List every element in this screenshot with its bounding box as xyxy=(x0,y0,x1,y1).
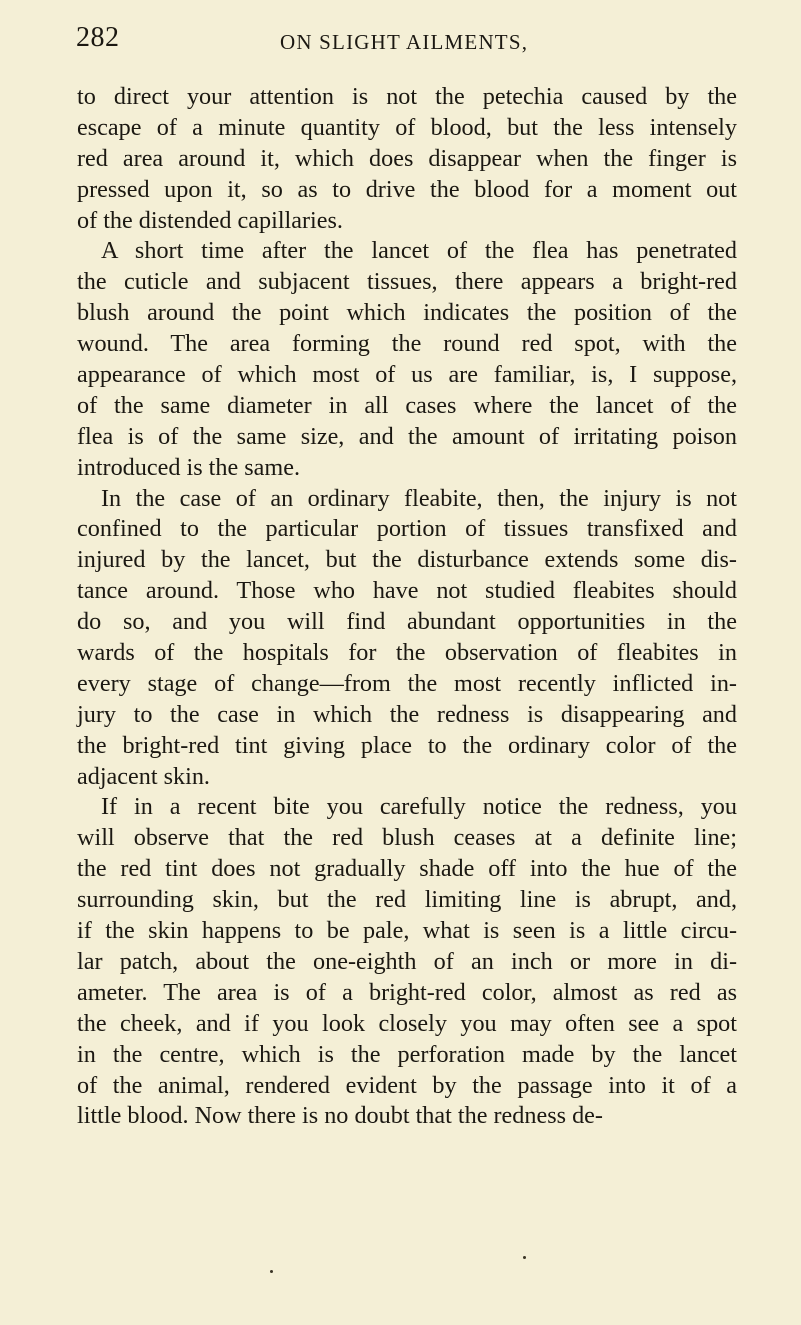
text-line: introduced is the same. xyxy=(77,453,301,481)
text-line: appearance of which most of us are familiar, is, I suppose, xyxy=(77,361,737,389)
text-line: wound. The area forming the round red spot, with the xyxy=(77,330,737,358)
text-line: to direct your attention is not the petechia caused by the xyxy=(77,83,737,110)
text-line: do so, and you will find abundant opportunities in the xyxy=(77,608,737,636)
text-line: in the centre, which is the perforation made by the lancet xyxy=(77,1040,737,1068)
text-line: A short time after the lancet of the flea has penetrated xyxy=(101,237,737,265)
text-line: wards of the hospitals for the observation of fleabites in xyxy=(77,639,737,667)
text-line: red area around it, which does disappear when the finger is xyxy=(77,144,737,172)
text-line: the cuticle and subjacent tissues, there appears a bright-red xyxy=(77,268,737,296)
page-number: 282 xyxy=(76,22,120,53)
text-line: confined to the particular portion of tissues transfixed and xyxy=(77,515,737,543)
body-text xyxy=(77,82,737,1132)
text-line: If in a recent bite you carefully notice the redness, you xyxy=(101,793,737,821)
text-line: blush around the point which indicates the position of the xyxy=(77,299,737,327)
text-line: flea is of the same size, and the amount of irritating poison xyxy=(77,422,737,450)
text-line: every stage of change—from the most recently inflicted in- xyxy=(77,669,737,697)
running-head: ON SLIGHT AILMENTS, xyxy=(280,30,529,54)
text-line: ameter. The area is of a bright-red color, almost as red as xyxy=(77,978,737,1006)
text-line: In the case of an ordinary fleabite, then, the injury is not xyxy=(101,484,737,512)
text-line: lar patch, about the one-eighth of an inch or more in di- xyxy=(77,947,737,975)
text-line: of the animal, rendered evident by the passage into it of a xyxy=(77,1071,737,1099)
text-line: tance around. Those who have not studied fleabites should xyxy=(77,577,737,605)
text-line: escape of a minute quantity of blood, but the less intensely xyxy=(77,113,737,141)
text-line: if the skin happens to be pale, what is seen is a little circu- xyxy=(77,917,737,945)
text-line: pressed upon it, so as to drive the blood for a moment out xyxy=(77,175,737,203)
text-line: the cheek, and if you look closely you may often see a spot xyxy=(77,1009,737,1037)
text-line: adjacent skin. xyxy=(77,762,210,790)
text-line: the bright-red tint giving place to the ordinary color of the xyxy=(77,731,737,759)
text-line: of the same diameter in all cases where the lancet of the xyxy=(77,391,737,419)
text-line: little blood. Now there is no doubt that the redness de- xyxy=(77,1102,603,1130)
text-line: will observe that the red blush ceases at a definite line; xyxy=(77,824,737,852)
paper-speck xyxy=(270,1270,273,1273)
text-line: jury to the case in which the redness is disappearing and xyxy=(77,700,737,728)
page-header xyxy=(76,22,736,62)
text-line: of the distended capillaries. xyxy=(77,206,343,234)
text-line: the red tint does not gradually shade off into the hue of the xyxy=(77,855,737,883)
text-line: injured by the lancet, but the disturbance extends some dis- xyxy=(77,546,737,574)
text-line: surrounding skin, but the red limiting line is abrupt, and, xyxy=(77,886,737,914)
paper-speck xyxy=(523,1256,526,1259)
